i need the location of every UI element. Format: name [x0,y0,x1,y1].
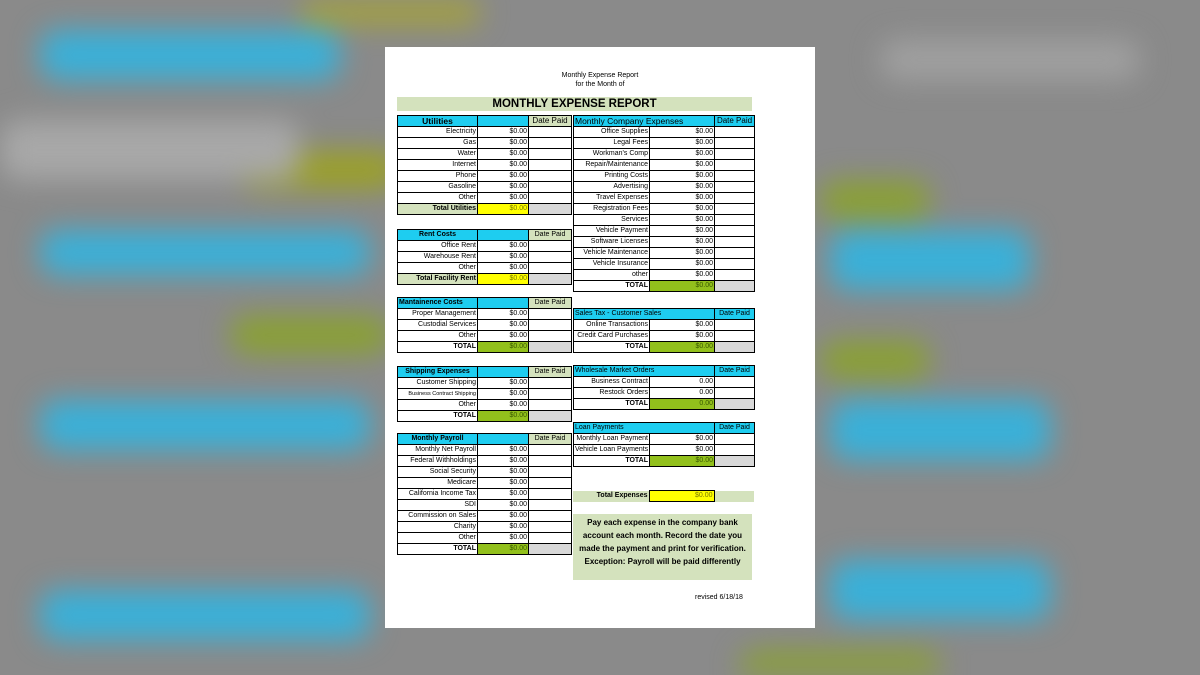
amount-cell[interactable]: $0.00 [478,389,529,400]
payment-instructions-note: Pay each expense in the company bank account each month. Record the date you made the payment and print for verification. Exception: Payroll will be paid differently [573,514,752,580]
table-row: Credit Card Purchases $0.00 [574,331,755,342]
date-paid-cell[interactable] [529,389,572,400]
date-paid-cell[interactable] [715,127,755,138]
table-row: Advertising $0.00 [574,182,755,193]
table-row: Charity $0.00 [398,522,572,533]
table-row: California Income Tax $0.00 [398,489,572,500]
table-row: Gas $0.00 [398,138,572,149]
total-value: $0.00 [478,411,529,422]
amount-cell[interactable]: $0.00 [650,204,715,215]
date-paid-cell[interactable] [529,182,572,193]
table-row: Other $0.00 [398,400,572,411]
date-paid-cell[interactable] [715,320,755,331]
rent-table [397,229,572,285]
utilities-title: Utilities [398,116,478,127]
amount-cell[interactable]: $0.00 [650,138,715,149]
sales-tax-title: Sales Tax - Customer Sales [574,309,715,320]
total-row [574,281,755,292]
total-value: $0.00 [478,342,529,353]
amount-cell[interactable]: $0.00 [650,182,715,193]
table-row: Travel Expenses $0.00 [574,193,755,204]
date-paid-cell[interactable] [529,511,572,522]
date-paid-cell[interactable] [529,500,572,511]
total-row [574,342,755,353]
amount-cell[interactable]: $0.00 [478,182,529,193]
table-row: Other $0.00 [398,193,572,204]
payroll-title: Monthly Payroll [398,434,478,445]
amount-cell[interactable]: $0.00 [478,193,529,204]
date-paid-cell[interactable] [715,138,755,149]
table-row: Vehicle Insurance $0.00 [574,259,755,270]
amount-cell[interactable]: $0.00 [650,248,715,259]
shipping-title: Shipping Expenses [398,367,478,378]
total-value: $0.00 [478,204,529,215]
amount-cell[interactable]: $0.00 [650,171,715,182]
amount-cell[interactable]: $0.00 [478,331,529,342]
amount-cell[interactable]: $0.00 [478,400,529,411]
date-paid-cell[interactable] [715,388,755,399]
amount-cell[interactable]: $0.00 [478,171,529,182]
table-row: Vehicle Payment $0.00 [574,226,755,237]
company-date-paid-header: Date Paid [715,116,755,127]
date-paid-cell[interactable] [529,252,572,263]
total-value: 0.00 [650,399,715,410]
date-paid-cell[interactable] [529,378,572,389]
table-row: Office Rent $0.00 [398,241,572,252]
amount-cell[interactable]: $0.00 [650,434,715,445]
revised-date: revised 6/18/18 [695,594,743,601]
date-paid-cell[interactable] [529,489,572,500]
date-paid-cell[interactable] [715,171,755,182]
date-paid-cell[interactable] [715,215,755,226]
total-expenses-row [573,491,754,502]
date-paid-cell[interactable] [529,320,572,331]
date-paid-cell[interactable] [715,270,755,281]
table-row: Business Contract Shipping $0.00 [398,389,572,400]
amount-cell[interactable]: $0.00 [650,215,715,226]
table-row: Online Transactions $0.00 [574,320,755,331]
table-row: Other $0.00 [398,533,572,544]
amount-cell[interactable]: $0.00 [650,226,715,237]
amount-cell[interactable]: $0.00 [650,259,715,270]
total-row [398,411,572,422]
amount-cell[interactable]: 0.00 [650,377,715,388]
shipping-date-paid-header: Date Paid [529,367,572,378]
payroll-date-paid-header: Date Paid [529,434,572,445]
payroll-table [397,433,572,555]
header-month: for the Month of [575,81,625,88]
amount-cell[interactable]: $0.00 [478,160,529,171]
date-paid-cell[interactable] [529,241,572,252]
amount-cell[interactable]: $0.00 [478,378,529,389]
amount-cell[interactable]: $0.00 [478,263,529,274]
table-row: Services $0.00 [574,215,755,226]
total-row [398,204,572,215]
date-paid-cell[interactable] [529,160,572,171]
wholesale-table [573,365,755,410]
table-row: Restock Orders 0.00 [574,388,755,399]
date-paid-cell[interactable] [715,204,755,215]
date-paid-cell[interactable] [715,434,755,445]
company-expenses-table [573,115,755,292]
amount-cell[interactable]: $0.00 [478,500,529,511]
table-row: Monthly Net Payroll $0.00 [398,445,572,456]
table-row: other $0.00 [574,270,755,281]
table-row: Phone $0.00 [398,171,572,182]
table-row: Electricity $0.00 [398,127,572,138]
date-paid-cell[interactable] [529,263,572,274]
amount-cell[interactable]: $0.00 [478,138,529,149]
loan-payments-table [573,422,755,467]
header-title: Monthly Expense Report [561,72,639,79]
date-paid-cell[interactable] [529,533,572,544]
table-row: Vehicle Loan Payments $0.00 [574,445,755,456]
date-paid-cell[interactable] [715,182,755,193]
report-banner: MONTHLY EXPENSE REPORT [397,97,752,111]
date-paid-cell[interactable] [529,171,572,182]
amount-cell[interactable]: $0.00 [478,467,529,478]
table-row: Social Security $0.00 [398,467,572,478]
date-paid-cell[interactable] [529,193,572,204]
total-row [574,399,755,410]
table-row: Workman's Comp $0.00 [574,149,755,160]
date-paid-cell[interactable] [529,331,572,342]
date-paid-cell[interactable] [715,193,755,204]
amount-cell[interactable]: $0.00 [650,237,715,248]
table-row: Business Contract 0.00 [574,377,755,388]
total-value: $0.00 [650,281,715,292]
table-row: Monthly Loan Payment $0.00 [574,434,755,445]
sales-tax-date-paid-header: Date Paid [715,309,755,320]
amount-cell[interactable]: $0.00 [650,331,715,342]
loan-title: Loan Payments [574,423,715,434]
total-label: TOTAL [398,411,478,422]
table-row: Federal Withholdings $0.00 [398,456,572,467]
table-row: Legal Fees $0.00 [574,138,755,149]
amount-cell[interactable]: $0.00 [478,149,529,160]
date-paid-cell[interactable] [715,160,755,171]
amount-cell[interactable]: $0.00 [650,160,715,171]
amount-cell[interactable]: $0.00 [478,522,529,533]
date-paid-cell[interactable] [529,456,572,467]
amount-cell[interactable]: $0.00 [478,320,529,331]
amount-cell[interactable]: $0.00 [650,149,715,160]
table-row: SDI $0.00 [398,500,572,511]
date-paid-cell[interactable] [529,309,572,320]
amount-cell[interactable]: $0.00 [478,445,529,456]
expense-report-sheet [385,47,815,628]
date-paid-cell[interactable] [715,331,755,342]
date-paid-cell[interactable] [715,149,755,160]
date-paid-cell[interactable] [715,259,755,270]
amount-cell[interactable]: $0.00 [478,127,529,138]
total-label: TOTAL [574,342,650,353]
table-row: Repair/Maintenance $0.00 [574,160,755,171]
total-label: TOTAL [574,456,650,467]
date-paid-cell[interactable] [529,149,572,160]
date-paid-cell[interactable] [715,226,755,237]
table-row: Medicare $0.00 [398,478,572,489]
date-paid-cell[interactable] [529,127,572,138]
date-paid-cell[interactable] [715,248,755,259]
sales-tax-table [573,308,755,353]
table-row: Vehicle Maintenance $0.00 [574,248,755,259]
date-paid-cell[interactable] [529,522,572,533]
total-row [574,456,755,467]
total-label: TOTAL [574,399,650,410]
amount-cell[interactable]: $0.00 [478,241,529,252]
amount-cell[interactable]: $0.00 [478,489,529,500]
table-row: Warehouse Rent $0.00 [398,252,572,263]
total-row [398,544,572,555]
total-expenses-value: $0.00 [649,491,714,502]
amount-cell[interactable]: $0.00 [650,445,715,456]
wholesale-title: Wholesale Market Orders [574,366,715,377]
amount-cell[interactable]: $0.00 [650,127,715,138]
table-row: Registration Fees $0.00 [574,204,755,215]
table-row: Commission on Sales $0.00 [398,511,572,522]
total-label: Total Utilities [398,204,478,215]
date-paid-cell[interactable] [529,400,572,411]
amount-cell[interactable]: $0.00 [650,320,715,331]
total-label: Total Facility Rent [398,274,478,285]
date-paid-cell[interactable] [715,377,755,388]
total-value: $0.00 [478,274,529,285]
amount-cell[interactable]: $0.00 [478,309,529,320]
amount-cell[interactable]: $0.00 [650,193,715,204]
total-row [398,274,572,285]
table-row: Proper Management $0.00 [398,309,572,320]
date-paid-cell[interactable] [529,467,572,478]
table-row: Custodial Services $0.00 [398,320,572,331]
amount-cell[interactable]: $0.00 [478,478,529,489]
total-row [398,342,572,353]
amount-cell[interactable]: $0.00 [478,511,529,522]
table-row: Other $0.00 [398,331,572,342]
table-row: Office Supplies $0.00 [574,127,755,138]
date-paid-cell[interactable] [529,478,572,489]
amount-cell[interactable]: $0.00 [478,533,529,544]
table-row: Printing Costs $0.00 [574,171,755,182]
amount-cell[interactable]: $0.00 [478,252,529,263]
table-row: Water $0.00 [398,149,572,160]
maintenance-table [397,297,572,353]
total-label: TOTAL [398,544,478,555]
total-expenses-label: Total Expenses [573,491,649,502]
total-value: $0.00 [478,544,529,555]
amount-cell[interactable]: 0.00 [650,388,715,399]
utilities-table [397,115,572,215]
maintenance-title: Mantainence Costs [398,298,478,309]
total-value: $0.00 [650,456,715,467]
table-row: Internet $0.00 [398,160,572,171]
company-expenses-title: Monthly Company Expenses [574,116,715,127]
date-paid-cell[interactable] [715,237,755,248]
utilities-date-paid-header: Date Paid [529,116,572,127]
table-row: Customer Shipping $0.00 [398,378,572,389]
total-label: TOTAL [398,342,478,353]
total-value: $0.00 [650,342,715,353]
total-expenses-table [573,490,754,502]
date-paid-cell[interactable] [529,138,572,149]
total-label: TOTAL [574,281,650,292]
amount-cell[interactable]: $0.00 [650,270,715,281]
maintenance-date-paid-header: Date Paid [529,298,572,309]
date-paid-cell[interactable] [715,445,755,456]
table-row: Other $0.00 [398,263,572,274]
loan-date-paid-header: Date Paid [715,423,755,434]
amount-cell[interactable]: $0.00 [478,456,529,467]
rent-date-paid-header: Date Paid [529,230,572,241]
table-row: Gasoline $0.00 [398,182,572,193]
shipping-table [397,366,572,422]
wholesale-date-paid-header: Date Paid [715,366,755,377]
rent-title: Rent Costs [398,230,478,241]
table-row: Software Licenses $0.00 [574,237,755,248]
date-paid-cell[interactable] [529,445,572,456]
